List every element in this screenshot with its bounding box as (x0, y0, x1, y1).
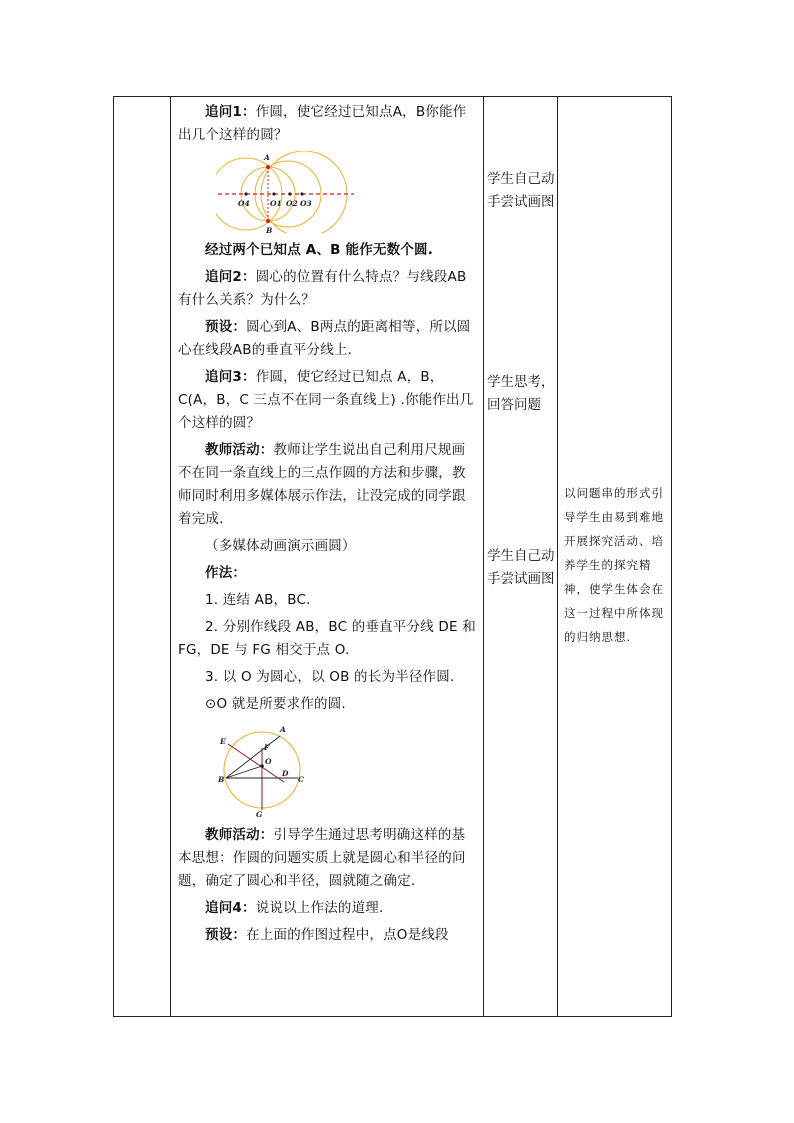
method-step-1: 1. 连结 AB，BC. (205, 592, 311, 608)
label-g: G (256, 810, 263, 818)
question-1: 追问1：作圆，使它经过已知点A，B你能作出几个这样的圆？ (178, 104, 467, 143)
radius-ob (226, 766, 262, 778)
segment-ab (226, 736, 280, 778)
point-o1 (272, 192, 275, 195)
label-a: A (264, 153, 270, 162)
point-o4 (244, 192, 247, 195)
preset-4: 预设：在上面的作图过程中，点O是线段 (205, 927, 449, 943)
point-o2 (288, 192, 291, 195)
design-intent-text: 以问题串的形式引导学生由易到难地开展探究活动、培养学生的探究精神，使学生体会在这一过程中所体现的归纳思想. (564, 486, 664, 644)
figure-circles-through-two-points (216, 151, 356, 233)
point-o3 (300, 192, 303, 195)
bisector-de (228, 744, 284, 782)
lesson-table (113, 96, 672, 1017)
teacher-activity-2: 教师活动：引导学生通过思考明确这样的基本思想：作圆的问题实质上就是圆心和半径的问题，确定了圆心和半径，圆就随之确定. (178, 827, 466, 889)
label-o3: O3 (300, 199, 312, 208)
label-d: D (282, 769, 289, 778)
label-o2: O2 (286, 199, 298, 208)
question-4: 追问4：说说以上作法的道理. (205, 900, 384, 916)
question-2: 追问2：圆心的位置有什么特点？与线段AB有什么关系？为什么？ (178, 269, 467, 308)
figure-circumscribed-circle (218, 720, 304, 818)
column-divider (170, 97, 171, 1016)
label-o1: O1 (270, 199, 282, 208)
point-b (266, 219, 270, 223)
student-activity-2: 学生思考，回答问题 (487, 374, 555, 413)
method-step-4: ⊙O 就是所要求作的圆. (205, 696, 346, 712)
point-o (260, 764, 264, 768)
student-activity-1: 学生自己动手尝试画图 (487, 171, 555, 210)
point-a (266, 165, 270, 169)
teacher-activity-1: 教师活动：教师让学生说出自己利用尺规画不在同一条直线上的三点作圆的方法和步骤，教师同时利用多媒体展示作法，让没完成的同学跟着完成. (178, 442, 466, 527)
label-o: O (265, 757, 272, 766)
label-a: A (280, 725, 286, 734)
question-3: 追问3：作圆，使它经过已知点 A，B，C(A，B，C 三点不在同一条直线上) .你能作出几个这样的圆？ (178, 369, 474, 431)
preset-2: 预设：圆心到A、B两点的距离相等，所以圆心在线段AB的垂直平分线上. (178, 319, 471, 358)
method-step-2: 2. 分别作线段 AB，BC 的垂直平分线 DE 和 FG，DE 与 FG 相交于点 O. (178, 619, 476, 658)
column-divider (557, 97, 558, 1016)
label-b: B (266, 226, 273, 233)
student-activity-3: 学生自己动手尝试画图 (487, 548, 555, 587)
label-c: C (298, 775, 304, 784)
method-heading: 作法： (205, 565, 247, 581)
label-o4: O4 (238, 199, 250, 208)
label-e: E (220, 737, 226, 746)
conclusion-1: 经过两个已知点 A、B 能作无数个圆. (205, 242, 434, 258)
teaching-content-cell (172, 97, 484, 1016)
multimedia-note: （多媒体动画演示画圆） (205, 538, 356, 554)
label-b: B (218, 775, 225, 784)
method-step-3: 3. 以 O 为圆心，以 OB 的长为半径作圆. (205, 669, 455, 685)
design-intent-note (564, 481, 669, 649)
label-f: F (264, 743, 270, 752)
